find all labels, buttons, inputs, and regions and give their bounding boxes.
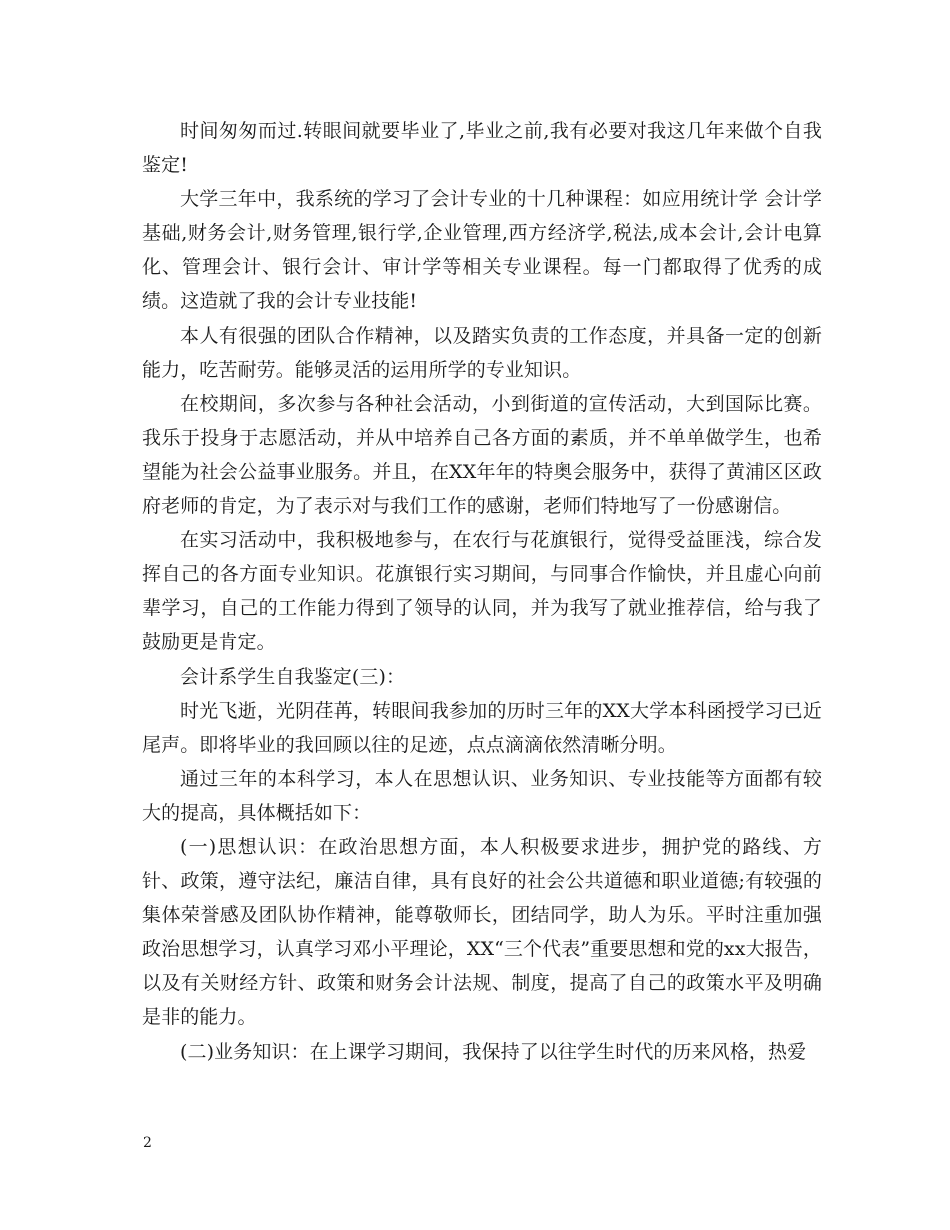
paragraph-summary-intro: 通过三年的本科学习，本人在思想认识、业务知识、专业技能等方面都有较大的提高，具体概括如下： — [142, 767, 822, 824]
paragraph-time-passes: 时光飞逝，光阴荏苒，转眼间我参加的历时三年的XX大学本科函授学习已近尾声。即将毕业的我回顾以往的足迹，点点滴滴依然清晰分明。 — [142, 699, 822, 756]
paragraph-courses: 大学三年中，我系统的学习了会计专业的十几种课程：如应用统计学 会计学基础,财务会计,财务管理,银行学,企业管理,西方经济学,税法,成本会计,会计电算化、管理会计、银行会计、审计学等相关专业课程。每一门都取得了优秀的成绩。这造就了我的会计专业技能! — [142, 188, 822, 313]
section-heading: 会计系学生自我鉴定(三)： — [180, 665, 406, 688]
paragraph-social-activities: 在校期间，多次参与各种社会活动，小到街道的宣传活动，大到国际比赛。我乐于投身于志愿活动，并从中培养自己各方面的素质，并不单单做学生，也希望能为社会公益事业服务。并且，在XX年年的特奥会服务中，获得了黄浦区区政府老师的肯定，为了表示对与我们工作的感谢，老师们特地写了一份感谢信。 — [142, 392, 822, 518]
paragraph-teamwork: 本人有很强的团队合作精神，以及踏实负责的工作态度，并具备一定的创新能力，吃苦耐劳。能够灵活的运用所学的专业知识。 — [142, 324, 822, 381]
page-number: 2 — [143, 1135, 152, 1151]
paragraph-professional-knowledge: (二)业务知识：在上课学习期间，我保持了以往学生时代的历来风格，热爱 — [180, 1040, 807, 1063]
paragraph-ideological-awareness: (一)思想认识：在政治思想方面，本人积极要求进步，拥护党的路线、方针、政策，遵守法纪，廉洁自律，具有良好的社会公共道德和职业道德;有较强的集体荣誉感及团队协作精神，能尊敬师长，团结同学，助人为乐。平时注重加强政治思想学习，认真学习邓小平理论，XX“三个代表”重要思想和党的xx大报告，以及有关财经方针、政策和财务会计法规、制度，提高了自己的政策水平及明确是非的能力。 — [142, 835, 822, 1029]
document-body — [142, 114, 822, 1069]
paragraph-self-assessment-intro: 时间匆匆而过.转眼间就要毕业了,毕业之前,我有必要对我这几年来做个自我鉴定! — [142, 120, 822, 177]
paragraph-internship: 在实习活动中，我积极地参与，在农行与花旗银行，觉得受益匪浅，综合发挥自己的各方面专业知识。花旗银行实习期间，与同事合作愉快，并且虚心向前辈学习，自己的工作能力得到了领导的认同，并为我写了就业推荐信，给与我了鼓励更是肯定。 — [142, 529, 822, 654]
